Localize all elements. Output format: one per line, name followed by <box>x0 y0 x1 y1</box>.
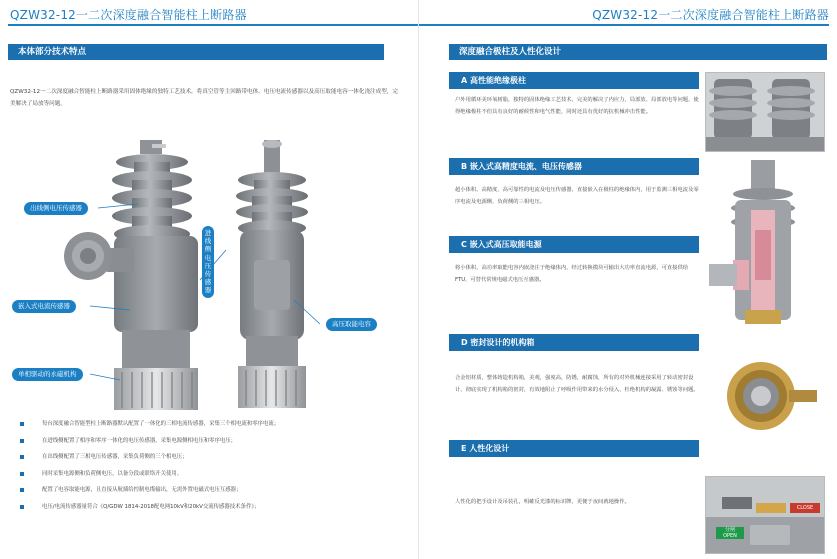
intro-paragraph: QZW32-12一二次深度融合智能柱上断路器采用固体绝缘的独特工艺技术，将真空管等主回路带电体、电压电流传感器以及高压取能电容一体化浇注成型，完美解决了局放等问题。 <box>10 89 399 107</box>
photo-sensor-cutaway <box>705 160 825 330</box>
close-marker: CLOSE <box>790 503 820 513</box>
feature-e-text: 人性化的把手设计及吊装孔，明確反光漆的标识牌，更便于夜间就地操作。 <box>455 499 630 505</box>
label-embedded-current-sensor: 嵌入式电流传感器 <box>12 300 76 313</box>
feature-b-text: 超小体积、高精度、高可靠性的电流及电压传感器，直接嵌入在极柱的绝缘体内，用于监测三相电流及零序电流及电源侧、负荷侧的三相电压。 <box>455 187 699 205</box>
label-outgoing-voltage-sensor: 出线侧电压传感器 <box>24 202 88 215</box>
feature-d-title: D 密封设计的机构箱 <box>449 334 699 351</box>
feature-e-title: E 人性化设计 <box>449 440 699 457</box>
header-rule <box>419 24 829 26</box>
section-title: 本体部分技术特点 <box>8 44 384 60</box>
running-header: QZW32-12一二次深度融合智能柱上断路器 <box>10 8 247 22</box>
photo-insulated-pole <box>705 72 825 152</box>
feature-a-title: A 高性能绝缘极柱 <box>449 72 699 89</box>
label-single-phase-mechanism: 单相驱动的永磁机构 <box>12 368 83 381</box>
label-hv-energy-capacitor: 高压取能电容 <box>326 318 377 331</box>
bullet-item: 在进线侧配置了相序和零序一体化的电压传感器，采集电源侧相电压和零序电压； <box>20 435 410 452</box>
pole-front <box>64 140 198 410</box>
feature-bullet-list <box>20 418 410 517</box>
header-rule <box>8 24 418 26</box>
bullet-item: 在出线侧配置了三相电压传感器，采集负荷侧的三个相电压； <box>20 451 410 468</box>
section-title: 深度融合极柱及人性化设计 <box>449 44 827 60</box>
feature-b-title: B 嵌入式高精度电流、电压传感器 <box>449 158 699 175</box>
feature-c-title: C 嵌入式高压取能电源 <box>449 236 699 253</box>
left-page <box>0 0 418 559</box>
photo-handle-design <box>705 476 825 554</box>
feature-d-text: 合金铝材质，整体铸造机构箱，美观，强度高，防锈，耐腐蚀，所有的对外机械连接采用了转动密封设计，彻底实现了机构箱的密封，有效地阻止了呼吸作用带来的水分侵入，杜绝机构的凝露、锈蚀等问题。 <box>455 375 699 393</box>
bullet-item: 电压/电流传感器量符合《Q/GDW 1814-2018配电网10kV和20kV交流传感器技术条件》； <box>20 501 410 518</box>
pole-rear <box>236 140 308 408</box>
running-header: QZW32-12一二次深度融合智能柱上断路器 <box>592 8 829 22</box>
feature-a-text: 户外用循环美环氧树脂，独特的固体绝缘工艺技术，完美的解决了内应力、局部放、局部放电等问题，使得绝缘极柱不但具有良好的耐候性和电气性能，同时还具有优好的抗机械冲击性能。 <box>455 97 699 115</box>
bullet-item: 每台深度融合智能型柱上断路器默认配置了一体化的三相电流传感器，采集三个相电流和零序电流； <box>20 418 410 435</box>
label-incoming-voltage-sensor: 进线侧电压传感器 <box>202 226 214 298</box>
right-page <box>419 0 837 559</box>
bullet-item: 同时采集电源侧和负荷侧电压，以备分段或联络开关使用。 <box>20 468 410 485</box>
bullet-item: 配置了电容取能电源，且直接从航插给控制电缆输出，无需外置电磁式电压互感器； <box>20 484 410 501</box>
feature-c-text: 将小体积、高功率取能电容内嵌浇注于绝缘体内，经过转换模块可输出大功率直流电源，可直接供给FTU，可替代常规电磁式电压互感器。 <box>455 265 689 283</box>
photo-sealed-mechanism <box>705 356 825 436</box>
open-marker: 分闸 OPEN <box>716 527 744 539</box>
